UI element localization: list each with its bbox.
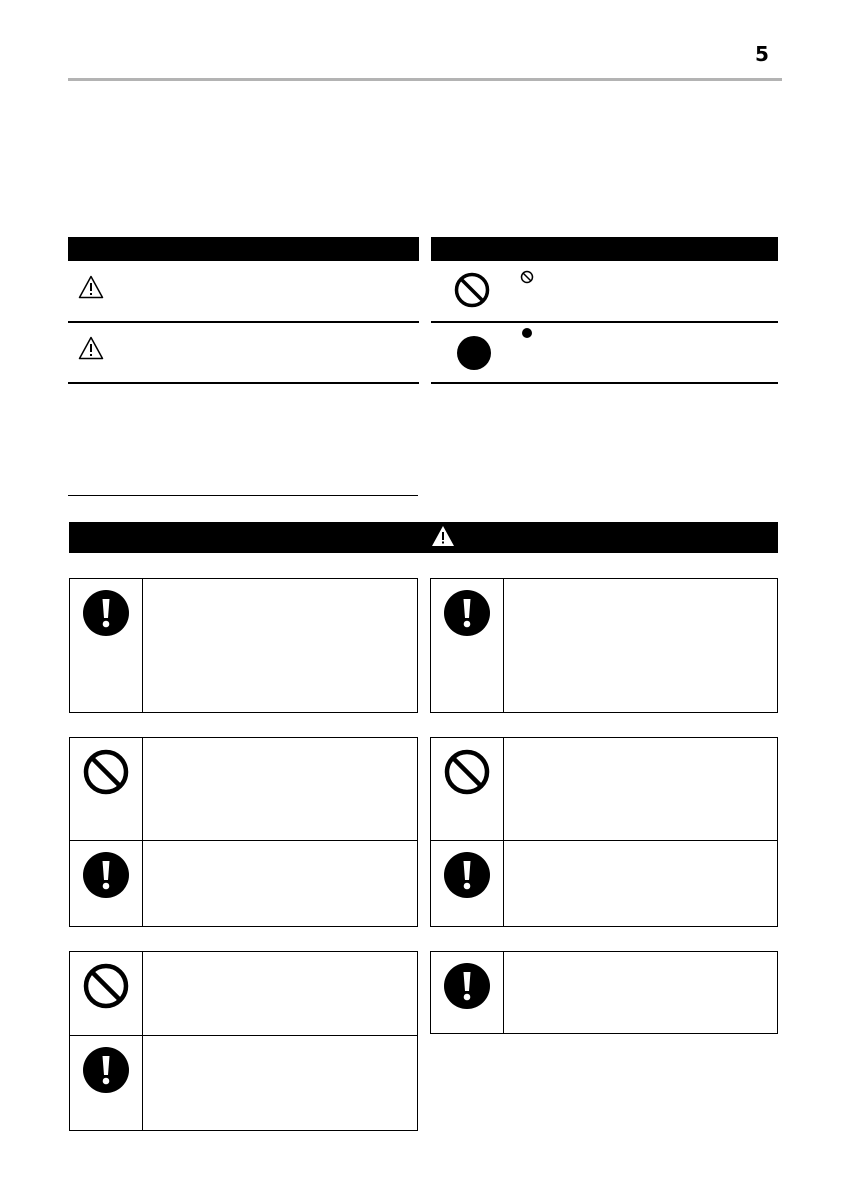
divider [431,321,778,323]
instruction-box [430,737,778,927]
instruction-text [143,579,417,712]
page-number: 5 [755,42,769,66]
warning-triangle-icon [431,525,455,547]
instruction-box [69,578,418,713]
instruction-text [143,841,417,926]
mandatory-action-icon [521,327,533,339]
legend-text [118,331,408,375]
icon-column [70,952,143,1035]
mandatory-action-icon [443,962,491,1010]
instruction-cell [70,952,417,1035]
legend-text [118,270,408,314]
icon-column [70,579,143,712]
instruction-text [504,738,777,840]
mandatory-action-icon [443,851,491,899]
divider [431,382,778,384]
instruction-text [143,1036,417,1130]
instruction-cell [431,840,777,926]
warning-triangle-icon [78,275,104,299]
instruction-cell [431,952,777,1033]
legend-text [540,268,770,312]
instruction-box [69,737,418,927]
instruction-text [143,952,417,1035]
icon-column [431,841,504,926]
instruction-text [504,841,777,926]
icon-column [431,579,504,712]
legend-text [540,329,770,373]
mandatory-action-icon [82,1046,130,1094]
header-rule [68,78,782,81]
mandatory-action-icon [454,333,494,373]
legend-header-right [431,237,778,261]
instruction-cell [70,840,417,926]
divider [68,321,419,323]
divider [68,495,418,496]
icon-column [431,738,504,840]
icon-column [70,738,143,840]
instruction-box [69,951,418,1131]
prohibition-icon [82,748,130,796]
instruction-text [504,579,777,712]
warning-banner [69,522,778,553]
prohibition-icon [443,748,491,796]
instruction-box [430,578,778,713]
instruction-cell [70,579,417,712]
mandatory-action-icon [82,589,130,637]
mandatory-action-icon [443,589,491,637]
mandatory-action-icon [82,851,130,899]
legend-header-left [68,237,419,261]
instruction-cell [70,738,417,840]
divider [68,382,419,384]
prohibition-icon [452,270,492,310]
icon-column [431,952,504,1033]
warning-triangle-icon [78,336,104,360]
instruction-box [430,951,778,1034]
icon-column [70,1036,143,1130]
instruction-cell [431,738,777,840]
prohibition-icon [82,962,130,1010]
instruction-cell [70,1035,417,1130]
prohibition-icon [520,270,534,284]
instruction-text [143,738,417,840]
instruction-cell [431,579,777,712]
icon-column [70,841,143,926]
instruction-text [504,952,777,1033]
